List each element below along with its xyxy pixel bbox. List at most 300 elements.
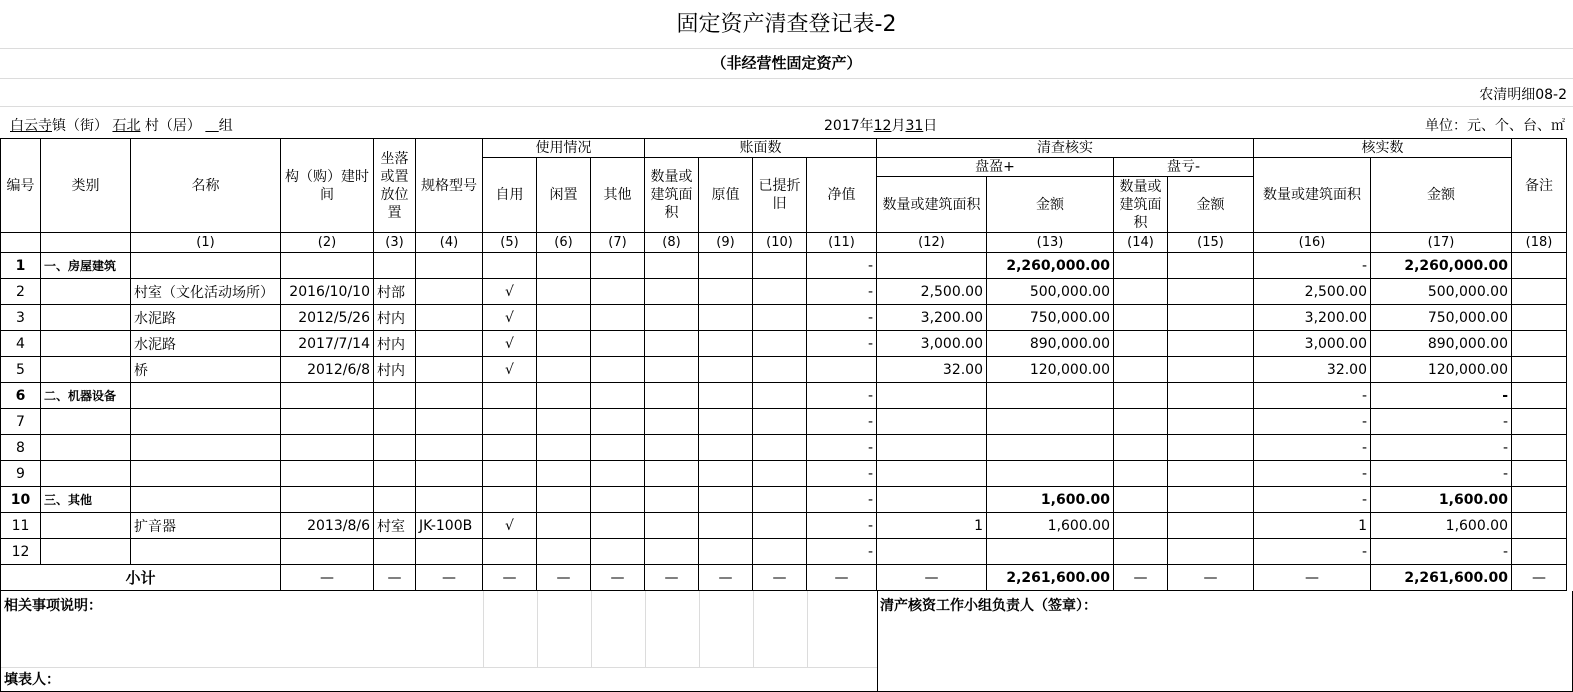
row-dep bbox=[753, 279, 807, 305]
row-name: 水泥路 bbox=[131, 305, 281, 331]
row-book-qty bbox=[645, 435, 699, 461]
row-orig bbox=[699, 357, 753, 383]
header-surplus-amt: 金额 bbox=[987, 177, 1114, 233]
row-idle bbox=[537, 331, 591, 357]
row-other bbox=[591, 513, 645, 539]
report-date bbox=[824, 115, 937, 135]
index-cell: (17) bbox=[1371, 233, 1512, 253]
row-surplus-qty: 2,500.00 bbox=[877, 279, 987, 305]
row-remark bbox=[1512, 539, 1567, 565]
row-category bbox=[41, 279, 131, 305]
index-cell: (10) bbox=[753, 233, 807, 253]
row-spec bbox=[416, 539, 483, 565]
table-row bbox=[1, 435, 1567, 461]
row-ver-amt: 1,600.00 bbox=[1371, 513, 1512, 539]
subtotal-orig: — bbox=[699, 565, 753, 591]
asset-table bbox=[0, 138, 1567, 591]
subtotal-vqty: — bbox=[1254, 565, 1371, 591]
row-remark bbox=[1512, 357, 1567, 383]
row-build-time: 2013/8/6 bbox=[281, 513, 374, 539]
grid-line bbox=[537, 591, 538, 667]
table-row bbox=[1, 305, 1567, 331]
row-build-time: 2016/10/10 bbox=[281, 279, 374, 305]
row-surplus-amt bbox=[987, 539, 1114, 565]
row-category bbox=[41, 435, 131, 461]
row-ver-qty: 2,500.00 bbox=[1254, 279, 1371, 305]
subtotal-row bbox=[1, 565, 1567, 591]
row-loss-qty bbox=[1114, 409, 1168, 435]
row-idle bbox=[537, 487, 591, 513]
row-name bbox=[131, 487, 281, 513]
row-category bbox=[41, 409, 131, 435]
row-book-qty bbox=[645, 279, 699, 305]
header-category: 类别 bbox=[41, 139, 131, 233]
row-loss-qty bbox=[1114, 331, 1168, 357]
row-surplus-qty: 1 bbox=[877, 513, 987, 539]
date-month: 12 bbox=[873, 118, 892, 134]
row-no: 12 bbox=[1, 539, 41, 565]
row-loss-qty bbox=[1114, 279, 1168, 305]
row-ver-amt: 2,260,000.00 bbox=[1371, 253, 1512, 279]
row-ver-amt: 1,600.00 bbox=[1371, 487, 1512, 513]
row-loss-amt bbox=[1168, 513, 1254, 539]
form-subtitle: （非经营性固定资产） bbox=[0, 48, 1573, 79]
grid-line bbox=[807, 591, 808, 667]
row-no: 4 bbox=[1, 331, 41, 357]
sign-label: 清产核资工作小组负责人（签章）： bbox=[880, 598, 1097, 614]
group-blank bbox=[205, 118, 218, 134]
row-surplus-amt bbox=[987, 461, 1114, 487]
row-location: 村内 bbox=[374, 331, 416, 357]
subtotal-lamt: — bbox=[1168, 565, 1254, 591]
row-idle bbox=[537, 539, 591, 565]
row-net: - bbox=[807, 487, 877, 513]
header-dep: 已提折旧 bbox=[753, 158, 807, 233]
row-book-qty bbox=[645, 357, 699, 383]
row-spec bbox=[416, 435, 483, 461]
header-spec: 规格型号 bbox=[416, 139, 483, 233]
row-net bbox=[807, 357, 877, 383]
row-orig bbox=[699, 383, 753, 409]
row-ver-amt: - bbox=[1371, 435, 1512, 461]
row-build-time bbox=[281, 409, 374, 435]
row-dep bbox=[753, 409, 807, 435]
row-self-use: √ bbox=[483, 357, 537, 383]
row-ver-amt: 750,000.00 bbox=[1371, 305, 1512, 331]
row-name bbox=[131, 383, 281, 409]
row-build-time: 2017/7/14 bbox=[281, 331, 374, 357]
town-suffix: 镇（街） bbox=[52, 118, 108, 134]
row-loss-amt bbox=[1168, 539, 1254, 565]
row-ver-qty: 32.00 bbox=[1254, 357, 1371, 383]
table-row bbox=[1, 409, 1567, 435]
header-loss-amt: 金额 bbox=[1168, 177, 1254, 233]
row-other bbox=[591, 487, 645, 513]
index-cell: (2) bbox=[281, 233, 374, 253]
index-cell-no bbox=[1, 233, 41, 253]
row-location: 村内 bbox=[374, 305, 416, 331]
row-loss-qty bbox=[1114, 305, 1168, 331]
row-remark bbox=[1512, 253, 1567, 279]
row-idle bbox=[537, 409, 591, 435]
row-ver-qty: - bbox=[1254, 487, 1371, 513]
row-surplus-qty bbox=[877, 435, 987, 461]
row-category: 一、房屋建筑 bbox=[41, 253, 131, 279]
index-cell: (18) bbox=[1512, 233, 1567, 253]
table-row bbox=[1, 357, 1567, 383]
row-remark bbox=[1512, 435, 1567, 461]
index-cell: (6) bbox=[537, 233, 591, 253]
index-cell: (3) bbox=[374, 233, 416, 253]
index-cell: (16) bbox=[1254, 233, 1371, 253]
row-name bbox=[131, 435, 281, 461]
row-loss-qty bbox=[1114, 513, 1168, 539]
row-idle bbox=[537, 461, 591, 487]
table-row bbox=[1, 461, 1567, 487]
row-name: 水泥路 bbox=[131, 331, 281, 357]
grid-line bbox=[645, 591, 646, 667]
header-loss: 盘亏- bbox=[1114, 158, 1254, 177]
grid-line bbox=[591, 591, 592, 667]
row-self-use: √ bbox=[483, 305, 537, 331]
header-loss-qty: 数量或建筑面积 bbox=[1114, 177, 1168, 233]
row-no: 10 bbox=[1, 487, 41, 513]
row-book-qty bbox=[645, 487, 699, 513]
row-book-qty bbox=[645, 331, 699, 357]
header-no: 编号 bbox=[1, 139, 41, 233]
header-location: 坐落或置放位置 bbox=[374, 139, 416, 233]
row-net: - bbox=[807, 383, 877, 409]
row-other bbox=[591, 357, 645, 383]
row-other bbox=[591, 409, 645, 435]
row-surplus-qty bbox=[877, 539, 987, 565]
row-book-qty bbox=[645, 383, 699, 409]
notes-section bbox=[0, 591, 1573, 692]
header-book: 账面数 bbox=[645, 139, 877, 158]
header-book-qty: 数量或建筑面积 bbox=[645, 158, 699, 233]
row-surplus-qty: 3,000.00 bbox=[877, 331, 987, 357]
header-check: 清查核实 bbox=[877, 139, 1254, 158]
header-usage: 使用情况 bbox=[483, 139, 645, 158]
date-day-suffix: 日 bbox=[923, 118, 938, 134]
grid-line bbox=[1, 667, 877, 668]
row-surplus-amt: 1,600.00 bbox=[987, 513, 1114, 539]
table-row bbox=[1, 383, 1567, 409]
row-location bbox=[374, 409, 416, 435]
subtotal-vamt: 2,261,600.00 bbox=[1371, 565, 1512, 591]
date-month-suffix: 月 bbox=[891, 118, 906, 134]
subtotal-remark: — bbox=[1512, 565, 1567, 591]
subtotal-dep: — bbox=[753, 565, 807, 591]
row-ver-qty: - bbox=[1254, 539, 1371, 565]
row-dep bbox=[753, 435, 807, 461]
row-remark bbox=[1512, 383, 1567, 409]
row-ver-amt: - bbox=[1371, 539, 1512, 565]
row-loss-qty bbox=[1114, 253, 1168, 279]
row-location: 村部 bbox=[374, 279, 416, 305]
row-remark bbox=[1512, 305, 1567, 331]
row-remark bbox=[1512, 409, 1567, 435]
row-spec bbox=[416, 253, 483, 279]
row-idle bbox=[537, 383, 591, 409]
data-rows bbox=[1, 253, 1567, 565]
subtotal-time: — bbox=[281, 565, 374, 591]
index-cell: (7) bbox=[591, 233, 645, 253]
row-location bbox=[374, 461, 416, 487]
index-cell: (15) bbox=[1168, 233, 1254, 253]
row-location bbox=[374, 383, 416, 409]
header-other: 其他 bbox=[591, 158, 645, 233]
row-self-use: √ bbox=[483, 279, 537, 305]
header-orig: 原值 bbox=[699, 158, 753, 233]
row-no: 8 bbox=[1, 435, 41, 461]
row-ver-amt: 500,000.00 bbox=[1371, 279, 1512, 305]
row-category bbox=[41, 513, 131, 539]
row-surplus-qty bbox=[877, 253, 987, 279]
form-title: 固定资产清查登记表-2 bbox=[0, 0, 1573, 49]
row-category: 三、其他 bbox=[41, 487, 131, 513]
grid-line bbox=[483, 591, 484, 667]
row-self-use bbox=[483, 461, 537, 487]
row-build-time: 2012/6/8 bbox=[281, 357, 374, 383]
row-net: - bbox=[807, 513, 877, 539]
village-suffix: 村（居） bbox=[144, 118, 201, 134]
row-orig bbox=[699, 409, 753, 435]
row-ver-qty: - bbox=[1254, 461, 1371, 487]
subtotal-spec: — bbox=[416, 565, 483, 591]
row-name: 扩音器 bbox=[131, 513, 281, 539]
notes-label: 相关事项说明： bbox=[4, 598, 102, 614]
row-orig bbox=[699, 331, 753, 357]
date-year-suffix: 年 bbox=[859, 118, 874, 134]
index-cell-category bbox=[41, 233, 131, 253]
row-orig bbox=[699, 539, 753, 565]
notes-box bbox=[0, 591, 878, 691]
row-ver-amt: - bbox=[1371, 383, 1512, 409]
row-surplus-amt: 500,000.00 bbox=[987, 279, 1114, 305]
row-location bbox=[374, 435, 416, 461]
row-build-time: 2012/5/26 bbox=[281, 305, 374, 331]
row-name: 桥 bbox=[131, 357, 281, 383]
date-year: 2017 bbox=[824, 118, 860, 134]
index-cell: (14) bbox=[1114, 233, 1168, 253]
index-cell: (9) bbox=[699, 233, 753, 253]
index-cell: (5) bbox=[483, 233, 537, 253]
row-net: - bbox=[807, 331, 877, 357]
row-category bbox=[41, 305, 131, 331]
row-location bbox=[374, 253, 416, 279]
subtotal-lqty: — bbox=[1114, 565, 1168, 591]
row-spec bbox=[416, 279, 483, 305]
row-dep bbox=[753, 513, 807, 539]
row-other bbox=[591, 253, 645, 279]
header-ver-amt: 金额 bbox=[1371, 158, 1512, 233]
row-book-qty bbox=[645, 305, 699, 331]
row-loss-amt bbox=[1168, 253, 1254, 279]
row-surplus-amt: 2,260,000.00 bbox=[987, 253, 1114, 279]
row-build-time bbox=[281, 487, 374, 513]
row-self-use: √ bbox=[483, 513, 537, 539]
row-self-use bbox=[483, 409, 537, 435]
row-loss-amt bbox=[1168, 383, 1254, 409]
row-other bbox=[591, 331, 645, 357]
row-orig bbox=[699, 253, 753, 279]
subtotal-bqty: — bbox=[645, 565, 699, 591]
row-idle bbox=[537, 435, 591, 461]
filler-label: 填表人： bbox=[4, 672, 60, 688]
header-verified: 核实数 bbox=[1254, 139, 1512, 158]
grid-line bbox=[699, 591, 700, 667]
row-surplus-amt: 120,000.00 bbox=[987, 357, 1114, 383]
subtotal-net: — bbox=[807, 565, 877, 591]
village-name: 石北 bbox=[112, 118, 141, 134]
row-category bbox=[41, 357, 131, 383]
row-no: 3 bbox=[1, 305, 41, 331]
row-surplus-qty bbox=[877, 409, 987, 435]
table-row bbox=[1, 487, 1567, 513]
row-self-use: √ bbox=[483, 331, 537, 357]
row-location bbox=[374, 539, 416, 565]
row-idle bbox=[537, 513, 591, 539]
row-no: 11 bbox=[1, 513, 41, 539]
subtotal-label: 小计 bbox=[1, 565, 281, 591]
row-ver-qty: - bbox=[1254, 409, 1371, 435]
subtotal-idle: — bbox=[537, 565, 591, 591]
row-ver-amt: - bbox=[1371, 409, 1512, 435]
index-cell: (8) bbox=[645, 233, 699, 253]
row-net: - bbox=[807, 461, 877, 487]
row-spec: JK-100B bbox=[416, 513, 483, 539]
row-remark bbox=[1512, 513, 1567, 539]
row-spec bbox=[416, 461, 483, 487]
row-book-qty bbox=[645, 539, 699, 565]
index-cell: (12) bbox=[877, 233, 987, 253]
row-remark bbox=[1512, 461, 1567, 487]
row-ver-qty: - bbox=[1254, 383, 1371, 409]
row-loss-amt bbox=[1168, 357, 1254, 383]
row-dep bbox=[753, 331, 807, 357]
row-ver-qty: 3,200.00 bbox=[1254, 305, 1371, 331]
row-loss-amt bbox=[1168, 435, 1254, 461]
row-self-use bbox=[483, 383, 537, 409]
row-no: 2 bbox=[1, 279, 41, 305]
table-row bbox=[1, 539, 1567, 565]
row-orig bbox=[699, 435, 753, 461]
row-loss-qty bbox=[1114, 461, 1168, 487]
row-spec bbox=[416, 305, 483, 331]
row-loss-amt bbox=[1168, 305, 1254, 331]
row-net: - bbox=[807, 539, 877, 565]
row-orig bbox=[699, 513, 753, 539]
row-spec bbox=[416, 409, 483, 435]
row-book-qty bbox=[645, 409, 699, 435]
row-build-time bbox=[281, 253, 374, 279]
row-ver-amt: 890,000.00 bbox=[1371, 331, 1512, 357]
row-loss-qty bbox=[1114, 435, 1168, 461]
row-location bbox=[374, 487, 416, 513]
index-cell: (4) bbox=[416, 233, 483, 253]
unit-text: 单位：元、个、台、㎡ bbox=[1425, 118, 1565, 134]
row-remark bbox=[1512, 331, 1567, 357]
row-loss-qty bbox=[1114, 383, 1168, 409]
divider bbox=[0, 106, 1573, 107]
row-orig bbox=[699, 461, 753, 487]
row-surplus-qty bbox=[877, 487, 987, 513]
info-line bbox=[0, 110, 1573, 138]
row-idle bbox=[537, 305, 591, 331]
index-cell: (11) bbox=[807, 233, 877, 253]
row-ver-qty: - bbox=[1254, 435, 1371, 461]
table-row bbox=[1, 279, 1567, 305]
row-other bbox=[591, 461, 645, 487]
table-row bbox=[1, 331, 1567, 357]
row-net: - bbox=[807, 279, 877, 305]
row-net: - bbox=[807, 435, 877, 461]
row-self-use bbox=[483, 539, 537, 565]
row-category bbox=[41, 331, 131, 357]
index-cell: (1) bbox=[131, 233, 281, 253]
row-remark bbox=[1512, 487, 1567, 513]
form-code: 农清明细08-2 bbox=[1479, 87, 1567, 103]
subtotal-loc: — bbox=[374, 565, 416, 591]
row-net: - bbox=[807, 305, 877, 331]
row-build-time bbox=[281, 461, 374, 487]
row-other bbox=[591, 383, 645, 409]
row-remark bbox=[1512, 279, 1567, 305]
row-category bbox=[41, 461, 131, 487]
row-other bbox=[591, 279, 645, 305]
row-loss-amt bbox=[1168, 487, 1254, 513]
date-day: 31 bbox=[905, 118, 924, 134]
row-ver-amt: - bbox=[1371, 461, 1512, 487]
header-surplus-qty: 数量或建筑面积 bbox=[877, 177, 987, 233]
row-orig bbox=[699, 487, 753, 513]
row-idle bbox=[537, 279, 591, 305]
row-other bbox=[591, 435, 645, 461]
row-ver-qty: 1 bbox=[1254, 513, 1371, 539]
table-row bbox=[1, 513, 1567, 539]
row-book-qty bbox=[645, 513, 699, 539]
location-text bbox=[10, 115, 233, 135]
row-name bbox=[131, 539, 281, 565]
row-surplus-qty bbox=[877, 383, 987, 409]
row-spec bbox=[416, 357, 483, 383]
index-row bbox=[1, 233, 1567, 253]
row-spec bbox=[416, 487, 483, 513]
row-surplus-amt: 750,000.00 bbox=[987, 305, 1114, 331]
header-self-use: 自用 bbox=[483, 158, 537, 233]
row-no: 5 bbox=[1, 357, 41, 383]
row-ver-qty: 3,000.00 bbox=[1254, 331, 1371, 357]
row-no: 1 bbox=[1, 253, 41, 279]
header-idle: 闲置 bbox=[537, 158, 591, 233]
header-net: 净值 bbox=[807, 158, 877, 233]
row-dep bbox=[753, 383, 807, 409]
row-dep bbox=[753, 305, 807, 331]
row-build-time bbox=[281, 539, 374, 565]
row-category: 二、机器设备 bbox=[41, 383, 131, 409]
row-name bbox=[131, 461, 281, 487]
header-build-time: 构（购）建时间 bbox=[281, 139, 374, 233]
row-surplus-amt: 890,000.00 bbox=[987, 331, 1114, 357]
row-dep bbox=[753, 253, 807, 279]
row-build-time bbox=[281, 435, 374, 461]
row-loss-qty bbox=[1114, 487, 1168, 513]
row-name bbox=[131, 409, 281, 435]
row-surplus-amt bbox=[987, 409, 1114, 435]
row-category bbox=[41, 539, 131, 565]
row-spec bbox=[416, 383, 483, 409]
